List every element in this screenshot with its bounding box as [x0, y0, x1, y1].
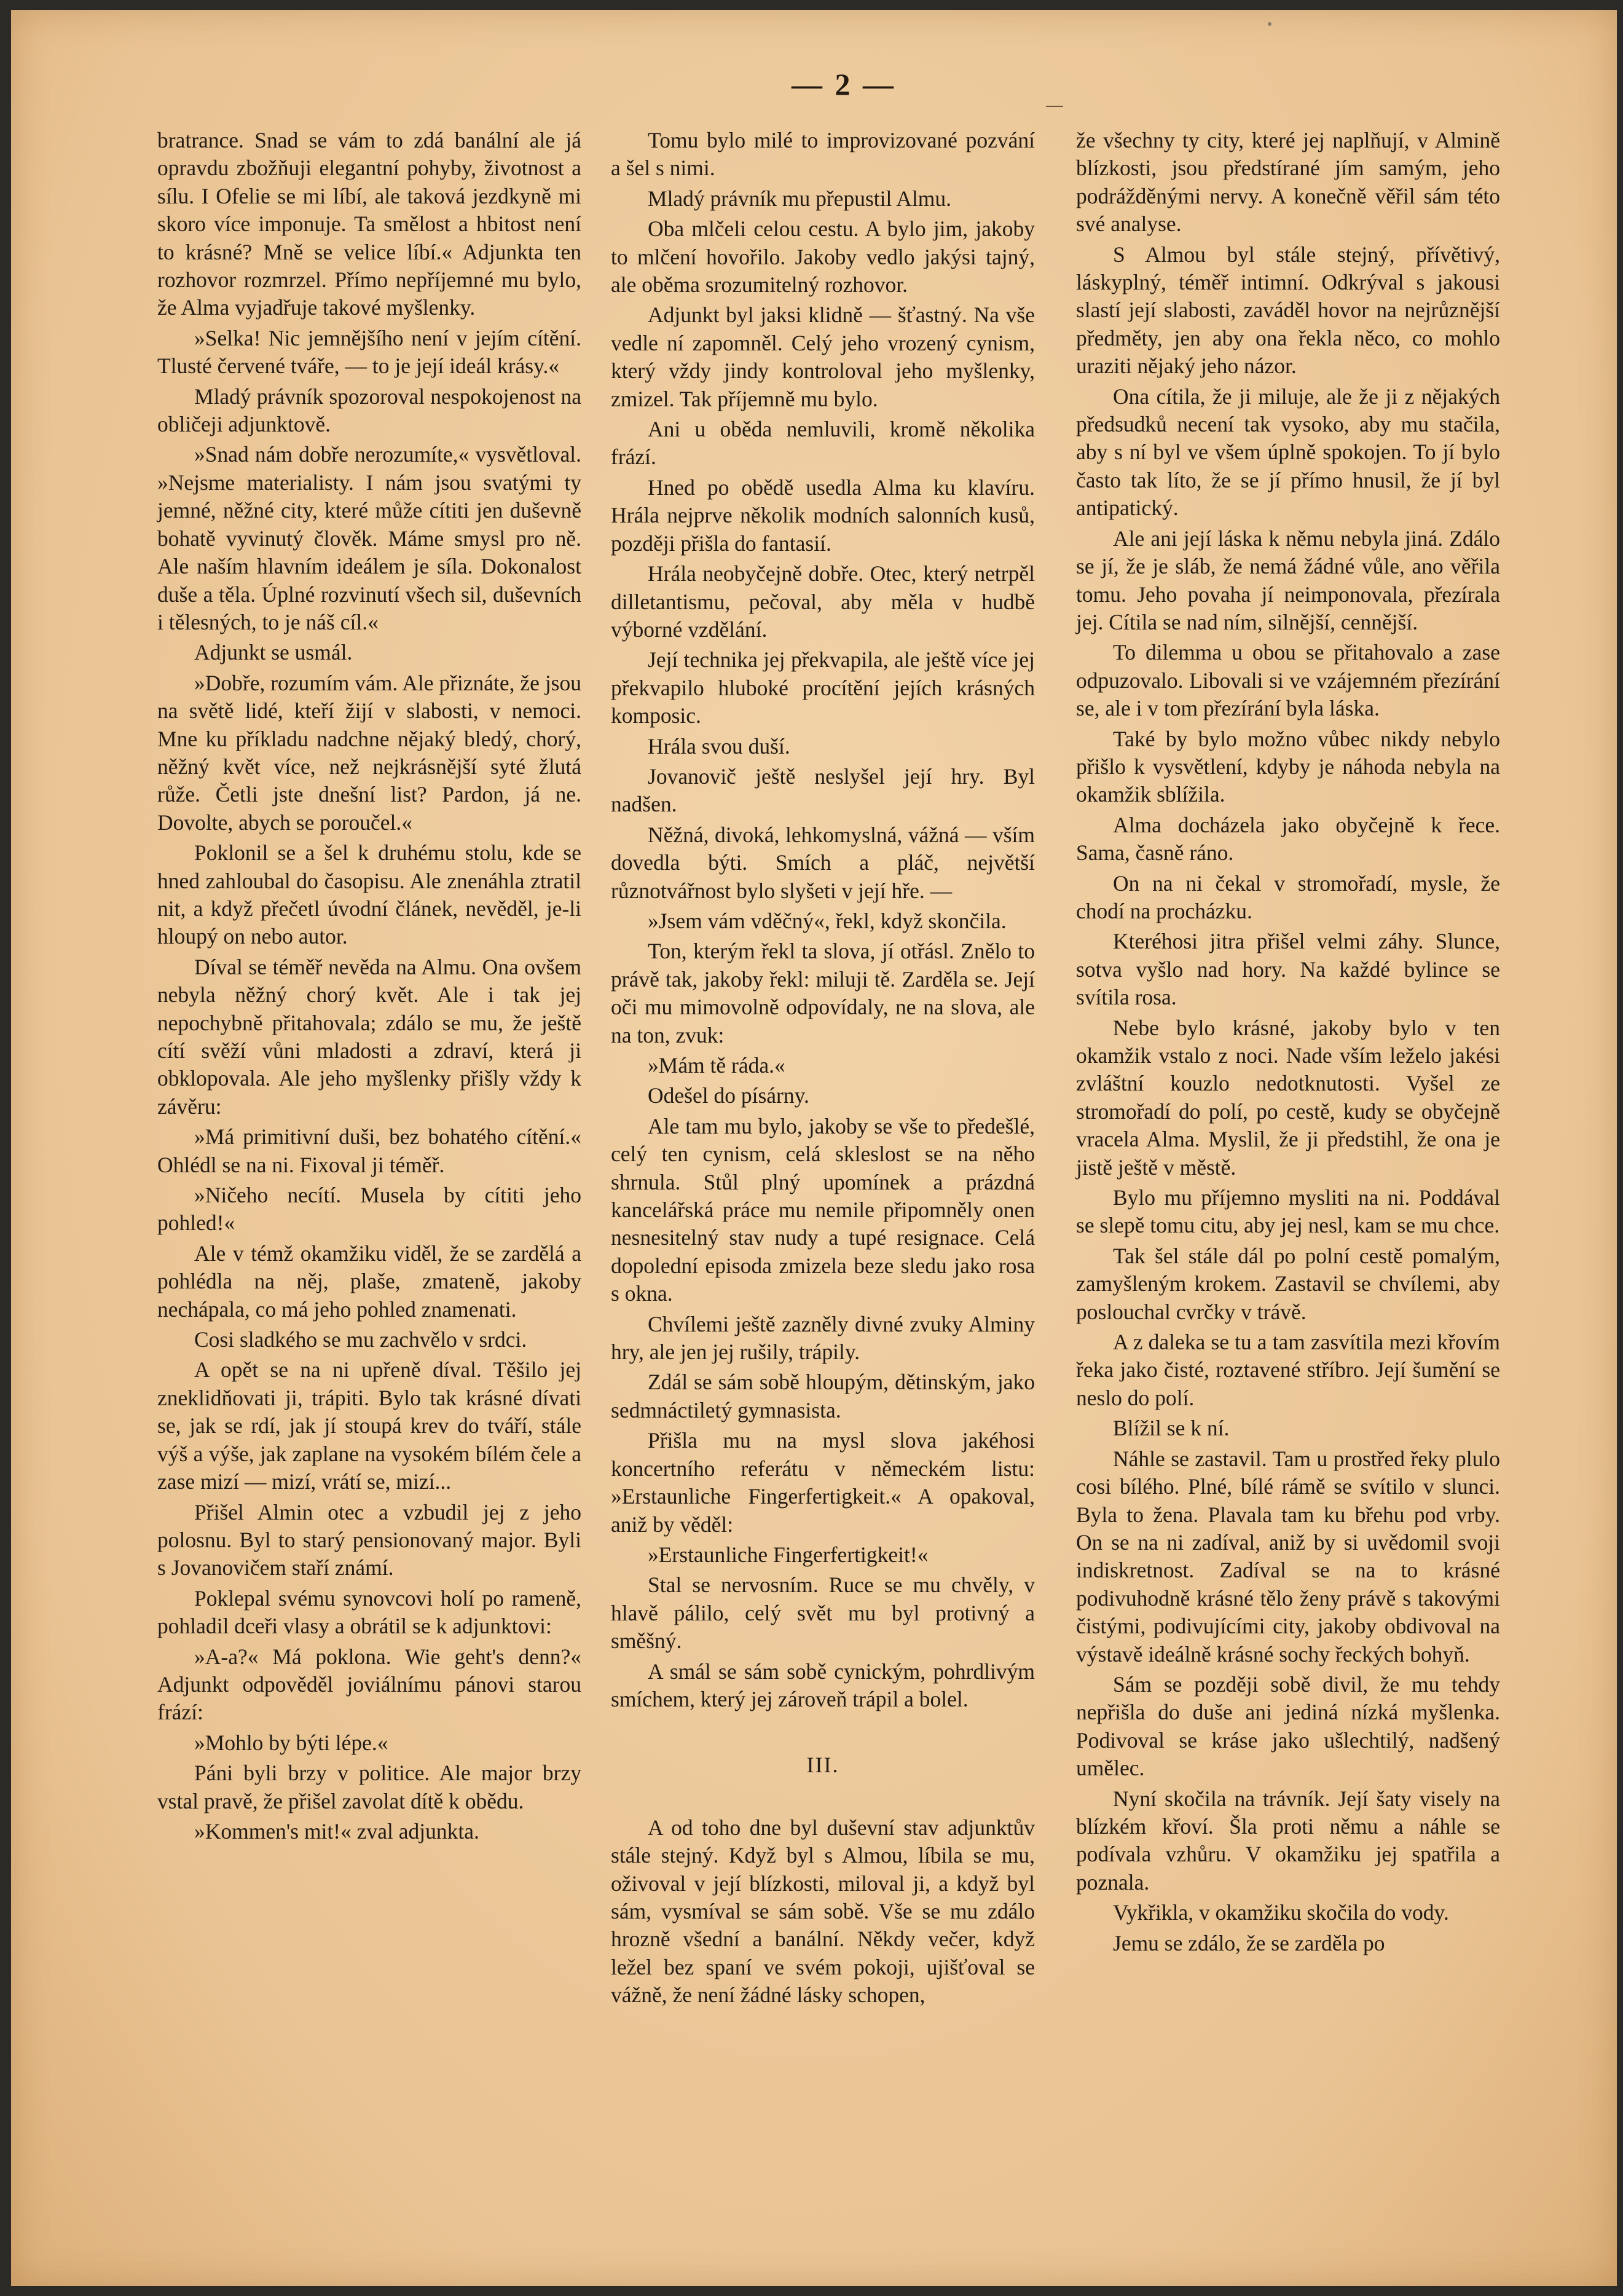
page-number: — 2 —	[792, 67, 896, 101]
paragraph: Poklonil se a šel k druhému stolu, kde se hned zahloubal do časopisu. Ale znenáhla ztratil nit, a když přečetl úvodní článek, nevěděl, je-li hloupý on nebo autor.	[157, 840, 581, 949]
paragraph: Zdál se sám sobě hloupým, dětinským, jako sedmnáctiletý gymnasista.	[611, 1370, 1035, 1422]
paragraph: Adjunkt se usmál.	[194, 640, 353, 665]
print-mark	[1046, 106, 1063, 107]
paragraph: »Mohlo by býti lépe.«	[194, 1730, 388, 1755]
paragraph: Ale tam mu bylo, jakoby se vše to předešlé, celý ten cynism, celá skleslost se na něho shrnula. Stůl plný upomínek a prázdná kancelářská práce mu nemile připomněly onen nesnesitelný stav nudy a tupé resignace. Celá dopolední episoda zmizela beze sledu jako rosa s okna.	[611, 1113, 1035, 1306]
paragraph: A z daleka se tu a tam zasvítila mezi křovím řeka jako čisté, roztavené stříbro. Její šumění se neslo do polí.	[1076, 1330, 1500, 1410]
paragraph: Adjunkt byl jaksi klidně — šťastný. Na vše vedle ní zapomněl. Celý jeho vrozený cynism, který vždy jindy kontroloval jeho myšlenky, zmizel. Tak příjemně mu bylo.	[611, 302, 1035, 411]
paragraph: Mladý právník mu přepustil Almu.	[648, 186, 952, 211]
paragraph: Díval se téměř nevěda na Almu. Ona ovšem nebyla něžný chorý květ. Ale i tak jej nepochybně přitahovala; zdálo se mu, že ještě cítí svěží vůni mladosti a zdraví, která ji obklopovala. Ale jeho myšlenky přišly vždy k závěru:	[157, 954, 581, 1119]
paragraph: Hrála svou duší.	[648, 733, 790, 759]
paragraph: Ani u oběda nemluvili, kromě několika frází.	[611, 417, 1035, 470]
paragraph: To dilemma u obou se přitahovalo a zase odpuzovalo. Libovali si ve vzájemném přezírání se, ale i v tom přezírání byla láska.	[1076, 640, 1500, 721]
paragraph: Odešel do písárny.	[648, 1083, 809, 1108]
paragraph: »A-a?« Má poklona. Wie geht's denn?« Adjunkt odpověděl joviálnímu pánovi starou frází:	[157, 1644, 581, 1725]
paragraph: bratrance. Snad se vám to zdá banální ale já opravdu zbožňuji elegantní pohyby, životnost a sílu. I Ofelie se mi líbí, ale taková jezdkyně mi skoro více imponuje. Ta smělost a hbitost není to krásné? Mně se velice líbí.« Adjunkta ten rozhovor rozmrzel. Přímo nepříjemné mu bylo, že Alma vyjadřuje takové myšlenky.	[157, 128, 581, 320]
paragraph: »Dobře, rozumím vám. Ale přiznáte, že jsou na světě lidé, kteří žijí v slabosti, v nemoci. Mne ku příkladu nadchne nějaký bledý, chorý, něžný květ více, než nejkrásnější syté žlutá růže. Četli jste dnešní list? Pardon, já ne. Dovolte, abych se poroučel.«	[157, 670, 581, 835]
paragraph: A od toho dne byl duševní stav adjunktův stále stejný. Když byl s Almou, líbila se mu, oživoval v její blízkosti, miloval ji, a když byl sám, vysmíval se sám sobě. Vše se mu zdálo hrozně všední a banální. Někdy večer, když ležel bez spaní ve svém pokoji, ujišťoval se vážně, že není žádné lásky schopen,	[611, 1815, 1035, 2008]
column-right	[1076, 127, 1500, 1957]
paragraph: Její technika jej překvapila, ale ještě více jej překvapilo hluboké procítění jejích krásných komposic.	[611, 647, 1035, 728]
paragraph: Hned po obědě usedla Alma ku klavíru. Hrála nejprve několik modních salonních kusů, později přišla do fantasií.	[611, 475, 1035, 556]
paragraph: Kteréhosi jitra přišel velmi záhy. Slunce, sotva vyšlo nad hory. Na každé bylince se svítila rosa.	[1076, 929, 1500, 1010]
paragraph: Náhle se zastavil. Tam u prostřed řeky plulo cosi bílého. Plné, bílé rámě se svítilo v slunci. Byla to žena. Plavala tam ku břehu pod vrby. On se na ni zadíval, aniž by si uvědomil svoji indiskretnost. Zadíval se na to krásné podivuhodně krásné tělo ženy právě s takovými čistými, podivujícími city, jakoby obdivoval na výstavě ideálně krásné sochy řeckých bohyň.	[1076, 1446, 1500, 1667]
paragraph: Ale v témž okamžiku viděl, že se zardělá a pohlédla na něj, plaše, zmateně, jakoby nechápala, co má jeho pohled znamenati.	[157, 1241, 581, 1322]
print-speck	[1268, 22, 1271, 26]
column-left	[157, 127, 581, 1845]
paragraph: Také by bylo možno vůbec nikdy nebylo přišlo k vysvětlení, kdyby je náhoda nebyla na okamžik sblížila.	[1076, 726, 1500, 807]
paragraph: Ton, kterým řekl ta slova, jí otřásl. Znělo to právě tak, jakoby řekl: miluji tě. Zarděla se. Její oči mu mimovolně odpovídaly, ne na slova, ale na ton, zvuk:	[611, 939, 1035, 1047]
paragraph: »Selka! Nic jemnějšího není v jejím cítění. Tlusté červené tváře, — to je její ideál krásy.«	[157, 325, 581, 379]
paragraph: »Erstaunliche Fingerfertigkeit!«	[648, 1542, 929, 1567]
paragraph: Tomu bylo milé to improvizované pozvání a šel s nimi.	[611, 128, 1035, 181]
chapter-heading: III.	[806, 1753, 839, 1778]
paragraph: Nebe bylo krásné, jakoby bylo v ten okamžik vstalo z noci. Nade vším leželo jakési zvláštní kouzlo nedotknutosti. Vyšel ze stromořadí do polí, po cestě, kudy se obyčejně vracela Alma. Myslil, že ji předstihl, že ona je jistě ještě v městě.	[1076, 1015, 1500, 1180]
paragraph: Chvílemi ještě zazněly divné zvuky Alminy hry, ale jen jej rušily, trápily.	[611, 1311, 1035, 1365]
paragraph: Blížil se k ní.	[1113, 1416, 1230, 1441]
paragraph: »Mám tě ráda.«	[648, 1053, 785, 1078]
paragraph: Jovanovič ještě neslyšel její hry. Byl nadšen.	[611, 763, 1035, 817]
paragraph: »Ničeho necítí. Musela by cítiti jeho pohled!«	[157, 1183, 581, 1236]
paragraph: Tak šel stále dál po polní cestě pomalým, zamyšleným krokem. Zastavil se chvílemi, aby poslouchal cvrčky v trávě.	[1076, 1243, 1500, 1324]
column-middle-bottom	[611, 1814, 1035, 2010]
column-middle-top	[611, 127, 1035, 1713]
paragraph: A smál se sám sobě cynickým, pohrdlivým smíchem, který jej zároveň trápil a bolel.	[611, 1659, 1035, 1711]
paragraph: Sám se později sobě divil, že mu tehdy nepřišla do duše ani jediná nízká myšlenka. Podivoval se kráse jako ušlechtilý, nadšený umělec.	[1076, 1671, 1500, 1781]
paragraph: S Almou byl stále stejný, přívětivý, láskyplný, téměř intimní. Odkrýval s jakousi slastí její slabosti, zaváděl hovor na nejrůznější předměty, jen aby ona řekla něco, co mohlo uraziti nějaký jeho názor.	[1076, 242, 1500, 379]
paragraph: On na ni čekal v stromořadí, mysle, že chodí na procházku.	[1076, 870, 1500, 923]
paragraph: Přišla mu na mysl slova jakéhosi koncertního referátu v německém listu: »Erstaunliche Fingerfertigkeit.« A opakoval, aniž by věděl:	[611, 1428, 1035, 1537]
paragraph: Ona cítila, že ji miluje, ale že ji z nějakých předsudků necení tak vysoko, aby mu stačila, aby s ní byl ve všem úplně spokojen. To jí bylo často tak líto, že se jí přímo hnusil, že jí byl antipatický.	[1076, 384, 1500, 521]
paragraph: Vykřikla, v okamžiku skočila do vody.	[1113, 1900, 1449, 1925]
paragraph: Alma docházela jako obyčejně k řece. Sama, časně ráno.	[1076, 812, 1500, 866]
paragraph: Ale ani její láska k němu nebyla jiná. Zdálo se jí, že je sláb, že nemá žádné vůle, ano věřila tomu. Jeho povaha jí neimponovala, přezírala jej. Cítila se nad ním, silnější, cennější.	[1076, 526, 1500, 634]
paragraph: »Má primitivní duši, bez bohatého cítění.« Ohlédl se na ni. Fixoval ji téměř.	[157, 1124, 581, 1177]
paragraph: Cosi sladkého se mu zachvělo v srdci.	[194, 1327, 527, 1352]
paragraph: »Jsem vám vděčný«, řekl, když skončila.	[648, 908, 1007, 933]
paragraph: Poklepal svému synovcovi holí po rameně, pohladil dceři vlasy a obrátil se k adjunktovi:	[157, 1585, 581, 1639]
paragraph: Jemu se zdálo, že se zarděla po	[1113, 1930, 1385, 1955]
paragraph: Páni byli brzy v politice. Ale major brzy vstal pravě, že přišel zavolat dítě k obědu.	[157, 1761, 581, 1813]
paragraph: »Snad nám dobře nerozumíte,« vysvětloval. »Nejsme materialisty. I nám jsou svatými ty jemné, něžné city, které může cítiti jen duševně bohatě vyvinutý člověk. Máme smysl pro ně. Ale naším hlavním ideálem je síla. Dokonalost duše a těla. Úplné rozvinutí všech sil, duševních i tělesných, to je náš cíl.«	[157, 442, 581, 634]
paragraph: »Kommen's mit!« zval adjunkta.	[194, 1818, 479, 1844]
paragraph: Oba mlčeli celou cestu. A bylo jim, jakoby to mlčení hovořilo. Jakoby vedlo jakýsi tajný, ale oběma srozumitelný rozhovor.	[611, 216, 1035, 298]
paragraph: Hrála neobyčejně dobře. Otec, který netrpěl dilletantismu, pečoval, aby měla v hudbě výborné vzdělání.	[611, 561, 1035, 642]
newspaper-page	[11, 10, 1617, 2286]
paragraph: Nyní skočila na trávník. Její šaty visely na blízkém křoví. Šla proti němu a náhle se podívala vzhůru. V okamžiku jej spatřila a poznala.	[1076, 1786, 1500, 1895]
paragraph: Mladý právník spozoroval nespokojenost na obličeji adjunktově.	[157, 384, 581, 437]
paragraph: A opět se na ni upřeně díval. Těšilo jej zneklidňovati ji, trápiti. Bylo tak krásné dívati se, jak se rdí, jak jí stoupá krev do tváří, stále výš a výše, jak zaplane na vysokém bílém čele a zase mizí — mizí, vrátí se, mizí...	[157, 1357, 581, 1494]
paragraph: Stal se nervosním. Ruce se mu chvěly, v hlavě pálilo, celý svět mu byl protivný a směšný.	[611, 1572, 1035, 1654]
paragraph: že všechny ty city, které jej naplňují, v Almině blízkosti, jsou předstírané jím samým, jeho podrážděnými nervy. A konečně věřil sám této své analyse.	[1076, 128, 1500, 237]
paragraph: Bylo mu příjemno mysliti na ni. Poddával se slepě tomu citu, aby jej nesl, kam se mu chce.	[1076, 1185, 1500, 1238]
paragraph: Přišel Almin otec a vzbudil jej z jeho polosnu. Byl to starý pensionovaný major. Byli s Jovanovičem staří známí.	[157, 1499, 581, 1580]
paragraph: Něžná, divoká, lehkomyslná, vážná — vším dovedla býti. Smích a pláč, největší různotvářnost bylo slyšeti v její hře. —	[611, 822, 1035, 903]
column-middle	[611, 127, 1035, 2010]
